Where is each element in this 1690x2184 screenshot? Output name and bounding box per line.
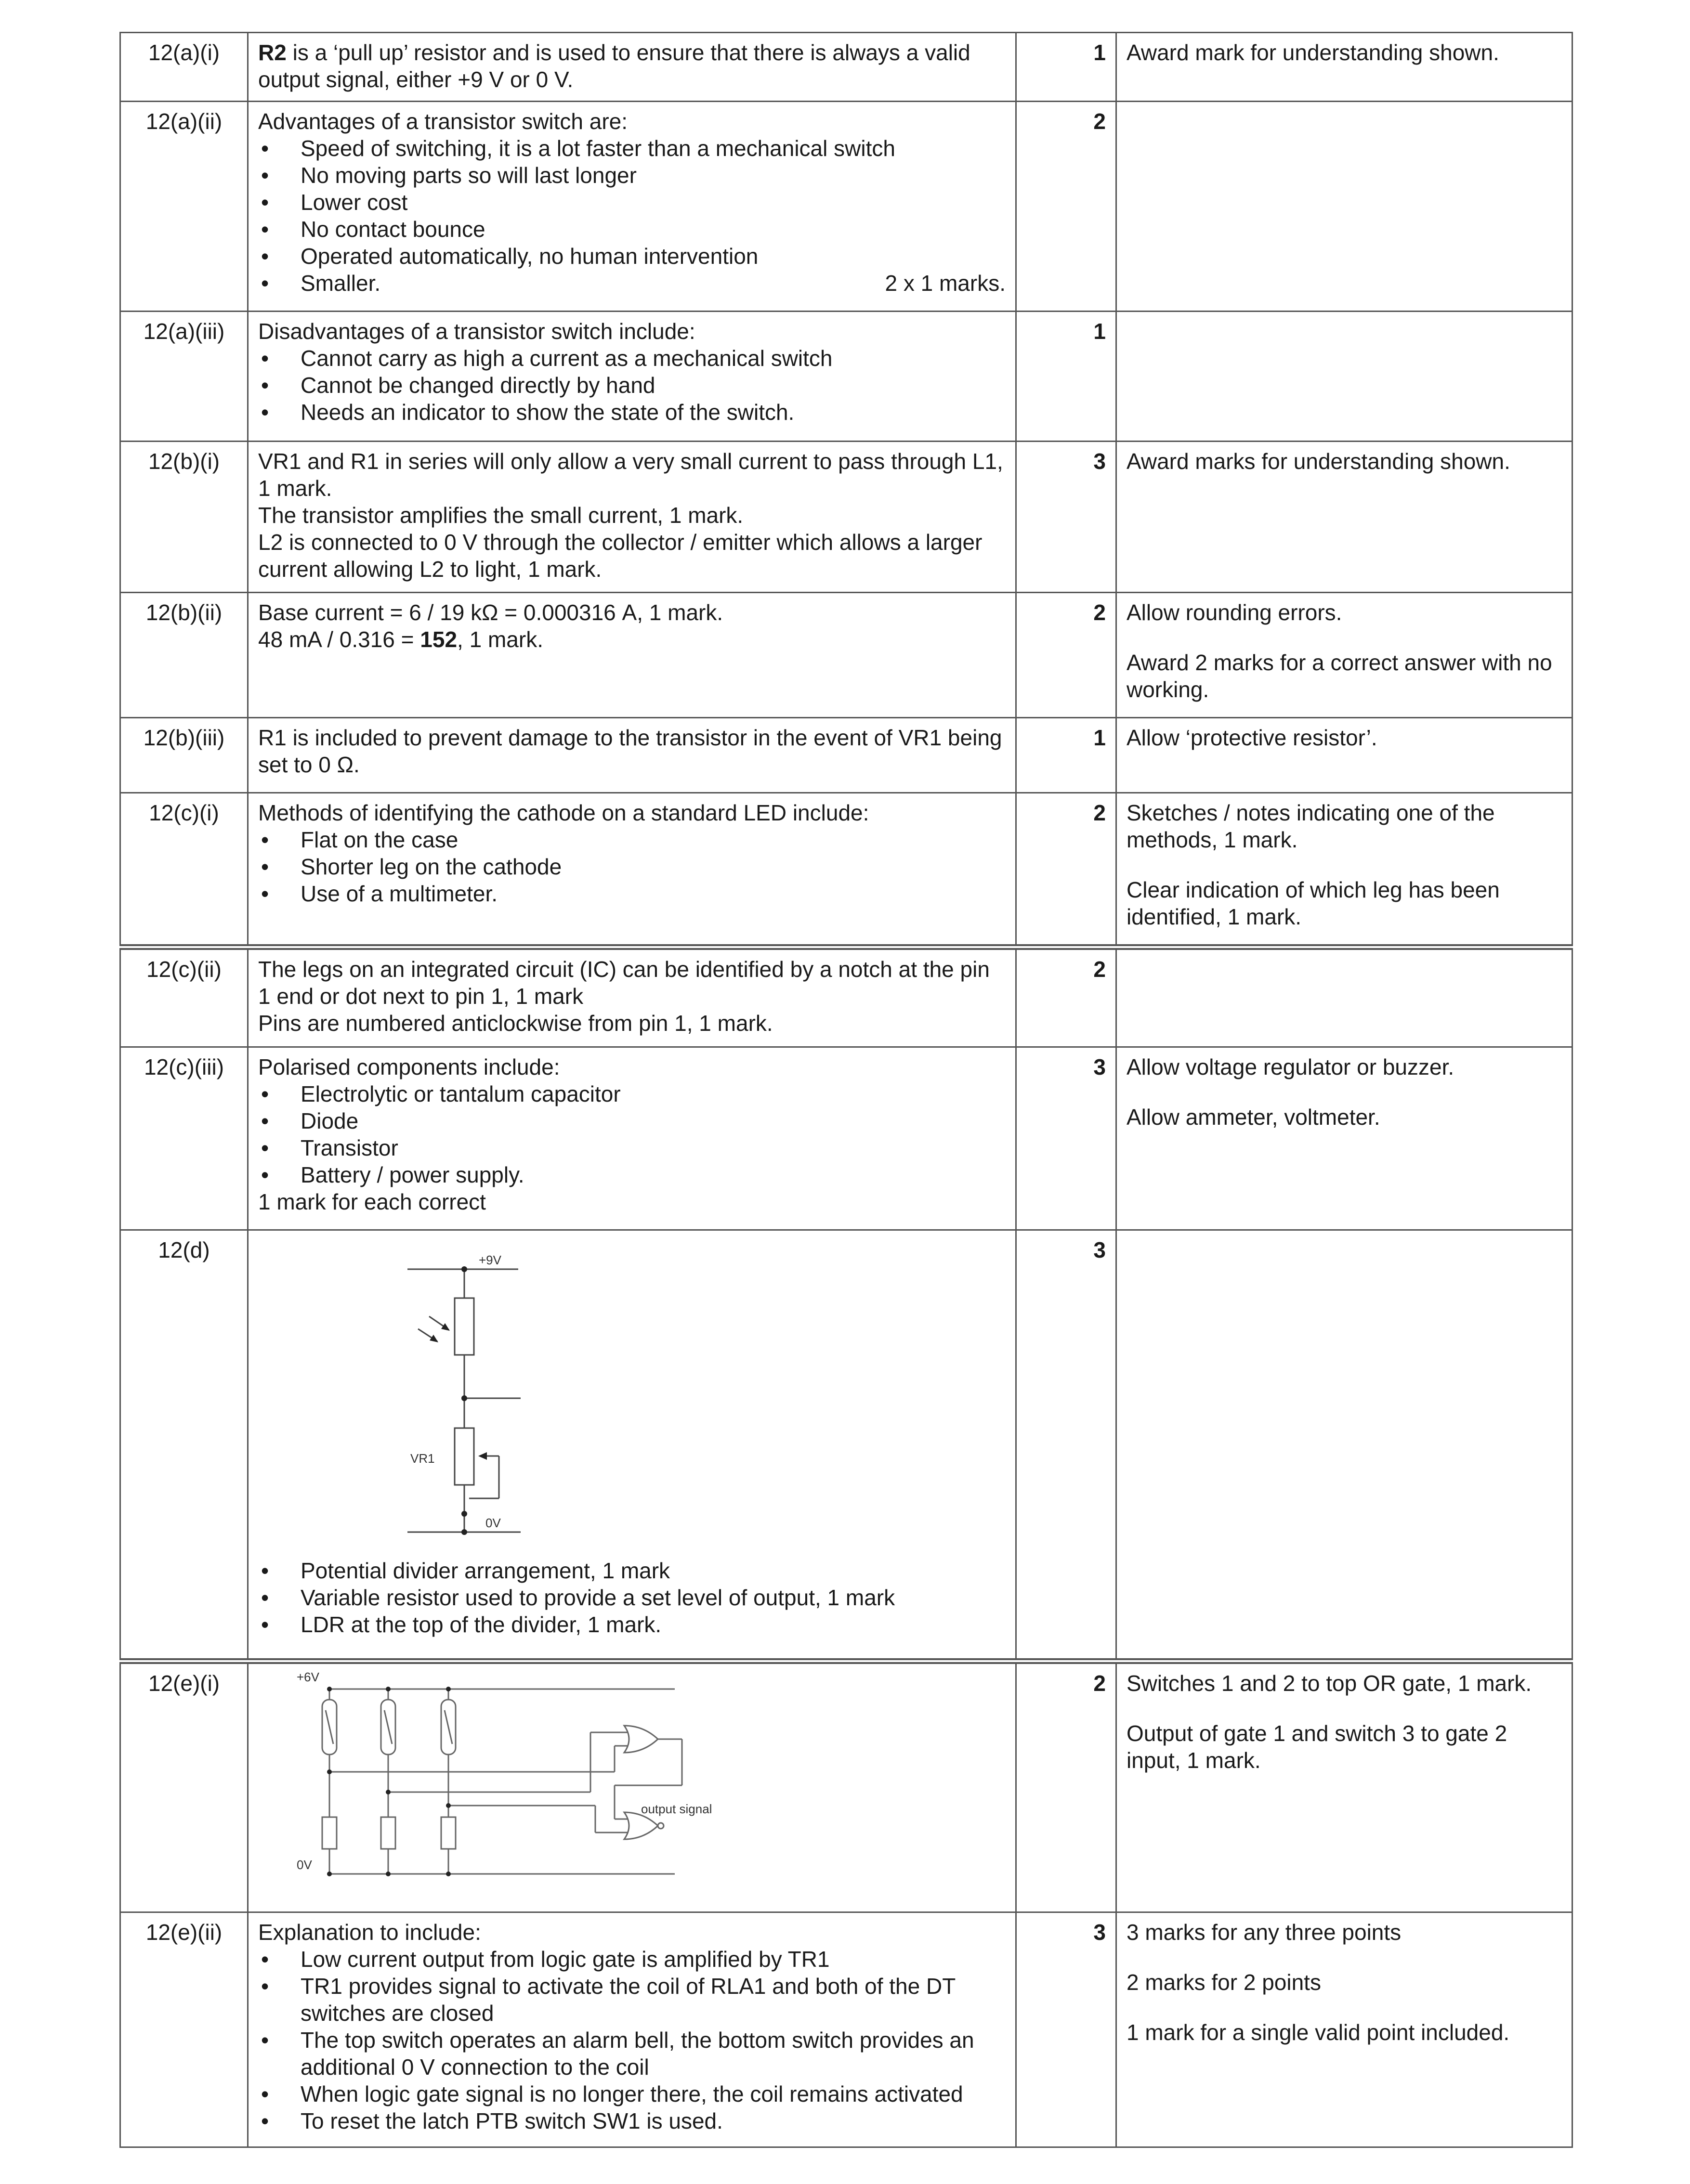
bullet-list xyxy=(258,1080,1006,1188)
answer-line xyxy=(258,626,1006,653)
list-item: • Diode xyxy=(258,1107,1006,1134)
question-number: 12(c)(ii) xyxy=(120,947,248,1047)
answer-line: The transistor amplifies the small current, 1 mark. xyxy=(258,503,744,528)
bullet-list xyxy=(258,345,1006,426)
answer-bold-term: R2 xyxy=(258,40,287,65)
table-row xyxy=(120,1912,1572,2147)
diagram-label-top: +9V xyxy=(479,1253,501,1267)
marks: 3 xyxy=(1016,1230,1116,1661)
answer-line: R1 is included to prevent damage to the transistor in the event of VR1 being set to 0 Ω. xyxy=(258,725,1002,777)
table-row xyxy=(120,1661,1572,1912)
table-row xyxy=(120,1230,1572,1661)
diagram-label-vr1: VR1 xyxy=(410,1451,435,1466)
answer-cell xyxy=(248,442,1016,593)
guidance-cell xyxy=(1116,593,1572,718)
diagram-label-bottom: 0V xyxy=(485,1516,501,1530)
list-item: • Lower cost xyxy=(258,189,1006,216)
answer-line: VR1 and R1 in series will only allow a very small current to pass through L1, 1 mark. xyxy=(258,449,1003,501)
answer-cell xyxy=(248,793,1016,947)
marks: 2 xyxy=(1016,593,1116,718)
guidance-cell xyxy=(1116,1230,1572,1661)
answer-cell xyxy=(248,33,1016,102)
guidance-text: Switches 1 and 2 to top OR gate, 1 mark. xyxy=(1127,1670,1532,1696)
guidance-text: Allow ammeter, voltmeter. xyxy=(1127,1105,1380,1130)
answer-intro: Disadvantages of a transistor switch include: xyxy=(258,319,695,344)
table-row xyxy=(120,593,1572,718)
question-number: 12(d) xyxy=(120,1230,248,1661)
list-item: • The top switch operates an alarm bell, the bottom switch provides an additional 0 V connection to the coil xyxy=(258,2027,1006,2080)
guidance-cell xyxy=(1116,718,1572,793)
marks: 2 xyxy=(1016,1661,1116,1912)
list-item: • To reset the latch PTB switch SW1 is used. xyxy=(258,2107,1006,2134)
potential-divider-diagram xyxy=(258,1235,1007,1557)
marks: 1 xyxy=(1016,718,1116,793)
list-item: • Flat on the case xyxy=(258,826,1006,853)
marks: 2 xyxy=(1016,947,1116,1047)
guidance-text: Allow ‘protective resistor’. xyxy=(1127,725,1377,750)
list-item: • Shorter leg on the cathode xyxy=(258,853,1006,880)
bullet-list xyxy=(258,1557,1006,1638)
guidance-text: Award marks for understanding shown. xyxy=(1127,449,1510,474)
guidance-cell xyxy=(1116,33,1572,102)
guidance-text: 2 marks for 2 points xyxy=(1127,1970,1321,1995)
guidance-cell xyxy=(1116,1912,1572,2147)
list-item: • When logic gate signal is no longer there, the coil remains activated xyxy=(258,2080,1006,2107)
guidance-cell xyxy=(1116,102,1572,312)
answer-cell xyxy=(248,102,1016,312)
guidance-cell xyxy=(1116,442,1572,593)
list-item: • Operated automatically, no human intervention xyxy=(258,243,1006,270)
bullet-list xyxy=(258,826,1006,907)
answer-line: L2 is connected to 0 V through the collector / emitter which allows a larger current allowing L2 to light, 1 mark. xyxy=(258,530,983,582)
marks: 3 xyxy=(1016,1912,1116,2147)
answer-text: 48 mA / 0.316 = xyxy=(258,627,420,652)
answer-cell xyxy=(248,1047,1016,1230)
list-item: • Potential divider arrangement, 1 mark xyxy=(258,1557,1006,1584)
bullet-list xyxy=(258,1946,1006,2134)
guidance-cell xyxy=(1116,1661,1572,1912)
list-item: • No moving parts so will last longer xyxy=(258,162,1006,189)
question-number: 12(b)(i) xyxy=(120,442,248,593)
diagram-label-top: +6V xyxy=(297,1669,319,1684)
diagram-label-output: output signal xyxy=(641,1801,712,1816)
answer-text: , 1 mark. xyxy=(457,627,543,652)
answer-intro: Polarised components include: xyxy=(258,1054,560,1079)
guidance-text: Allow rounding errors. xyxy=(1127,600,1342,625)
answer-cell xyxy=(248,1661,1016,1912)
list-item: • TR1 provides signal to activate the coil of RLA1 and both of the DT switches are closed xyxy=(258,1973,1006,2027)
marks: 3 xyxy=(1016,1047,1116,1230)
list-item: • Low current output from logic gate is amplified by TR1 xyxy=(258,1946,1006,1973)
marks: 3 xyxy=(1016,442,1116,593)
last-bullet-text: • Smaller. xyxy=(301,271,381,296)
list-item: • Electrolytic or tantalum capacitor xyxy=(258,1080,1006,1107)
question-number: 12(b)(ii) xyxy=(120,593,248,718)
answer-intro: Methods of identifying the cathode on a standard LED include: xyxy=(258,800,869,825)
table-row xyxy=(120,312,1572,442)
question-number: 12(a)(ii) xyxy=(120,102,248,312)
list-item: • LDR at the top of the divider, 1 mark. xyxy=(258,1611,1006,1638)
table-row xyxy=(120,947,1572,1047)
list-item: • Transistor xyxy=(258,1134,1006,1161)
answer-line: Pins are numbered anticlockwise from pin 1, 1 mark. xyxy=(258,1010,773,1036)
answer-text: is a ‘pull up’ resistor and is used to ensure that there is always a valid output signal, either +9 V or 0 V. xyxy=(258,40,970,92)
guidance-cell xyxy=(1116,1047,1572,1230)
guidance-text: 3 marks for any three points xyxy=(1127,1920,1402,1945)
answer-cell xyxy=(248,1912,1016,2147)
answer-cell xyxy=(248,947,1016,1047)
diagram-label-bottom: 0V xyxy=(297,1857,312,1872)
answer-outro: 1 mark for each correct xyxy=(258,1189,486,1214)
guidance-text: Output of gate 1 and switch 3 to gate 2 input, 1 mark. xyxy=(1127,1720,1507,1773)
list-item: • Cannot be changed directly by hand xyxy=(258,372,1006,399)
mark-scheme-table xyxy=(119,32,1573,2148)
marks-note: 2 x 1 marks. xyxy=(885,271,1006,296)
list-item xyxy=(258,270,1006,297)
list-item: • Use of a multimeter. xyxy=(258,880,1006,907)
guidance-text: Award 2 marks for a correct answer with no working. xyxy=(1127,650,1552,702)
guidance-text: 1 mark for a single valid point included. xyxy=(1127,2020,1510,2045)
answer-cell xyxy=(248,1230,1016,1661)
guidance-cell xyxy=(1116,947,1572,1047)
table-row xyxy=(120,1047,1572,1230)
question-number: 12(b)(iii) xyxy=(120,718,248,793)
answer-intro: Advantages of a transistor switch are: xyxy=(258,109,628,134)
list-item: • Cannot carry as high a current as a mechanical switch xyxy=(258,345,1006,372)
question-number: 12(c)(iii) xyxy=(120,1047,248,1230)
list-item: • No contact bounce xyxy=(258,216,1006,243)
list-item: • Battery / power supply. xyxy=(258,1161,1006,1188)
list-item: • Variable resistor used to provide a set level of output, 1 mark xyxy=(258,1584,1006,1611)
marks: 1 xyxy=(1016,33,1116,102)
answer-cell xyxy=(248,312,1016,442)
guidance-text: Award mark for understanding shown. xyxy=(1127,40,1499,65)
question-number: 12(e)(ii) xyxy=(120,1912,248,2147)
question-number: 12(a)(i) xyxy=(120,33,248,102)
guidance-text: Sketches / notes indicating one of the methods, 1 mark. xyxy=(1127,800,1495,852)
guidance-text: Clear indication of which leg has been identified, 1 mark. xyxy=(1127,877,1500,929)
list-item: • Speed of switching, it is a lot faster than a mechanical switch xyxy=(258,135,1006,162)
marks: 1 xyxy=(1016,312,1116,442)
bullet-list xyxy=(258,135,1006,297)
guidance-text: Allow voltage regulator or buzzer. xyxy=(1127,1054,1454,1079)
answer-result: 152 xyxy=(420,627,458,652)
table-row xyxy=(120,33,1572,102)
answer-line: Base current = 6 / 19 kΩ = 0.000316 A, 1 mark. xyxy=(258,600,723,625)
question-number: 12(e)(i) xyxy=(120,1661,248,1912)
logic-circuit-diagram xyxy=(258,1667,1007,1893)
question-number: 12(a)(iii) xyxy=(120,312,248,442)
question-number: 12(c)(i) xyxy=(120,793,248,947)
guidance-cell xyxy=(1116,793,1572,947)
table-row xyxy=(120,793,1572,947)
table-row xyxy=(120,102,1572,312)
answer-cell xyxy=(248,593,1016,718)
answer-intro: Explanation to include: xyxy=(258,1920,481,1945)
table-row xyxy=(120,718,1572,793)
answer-cell xyxy=(248,718,1016,793)
marks: 2 xyxy=(1016,793,1116,947)
table-row xyxy=(120,442,1572,593)
answer-line: The legs on an integrated circuit (IC) can be identified by a notch at the pin 1 end or dot next to pin 1, 1 mark xyxy=(258,956,990,1009)
marks: 2 xyxy=(1016,102,1116,312)
guidance-cell xyxy=(1116,312,1572,442)
list-item: • Needs an indicator to show the state of the switch. xyxy=(258,399,1006,426)
